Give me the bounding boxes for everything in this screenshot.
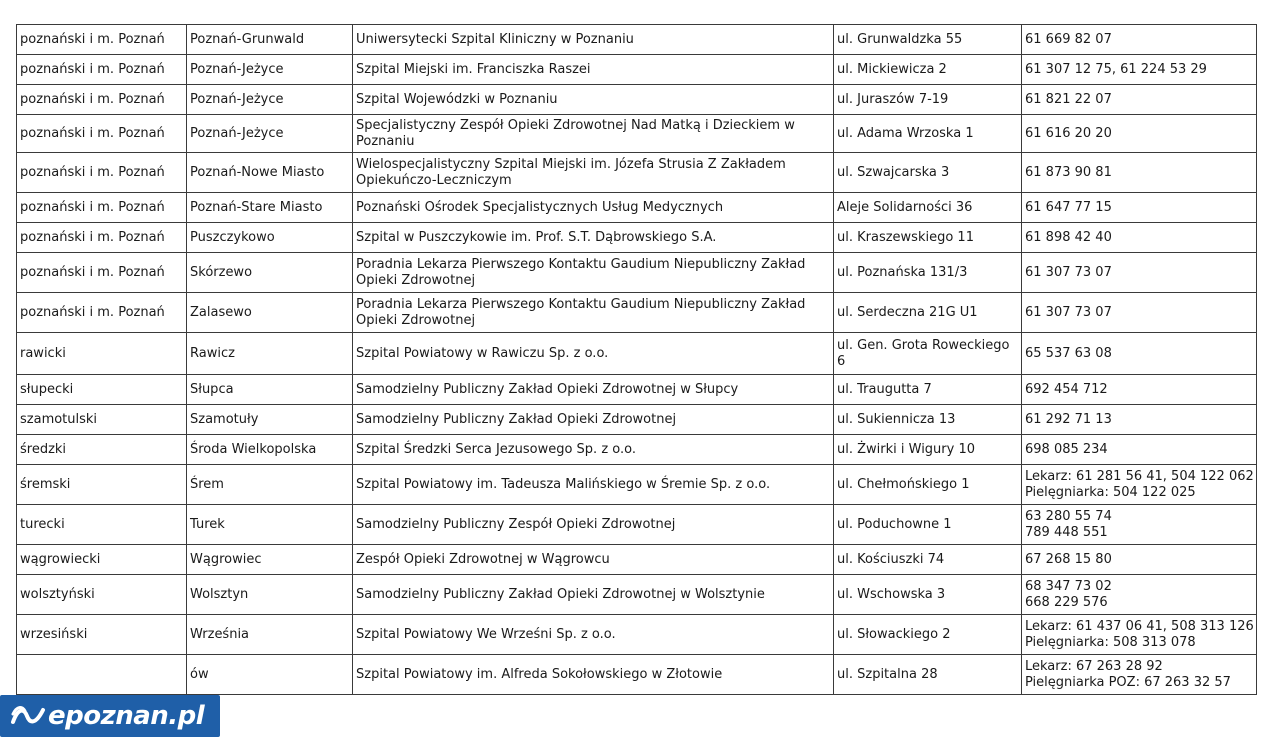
cell-facility [353,405,834,435]
phone-line-secondary: 668 229 576 [1025,594,1108,610]
address-text: ul. Kraszewskiego 11 [837,229,974,245]
cell-address [834,293,1022,333]
town-text: Poznań-Nowe Miasto [190,164,325,180]
table-row [17,293,1257,333]
phone-text: 61 292 71 13 [1025,411,1112,427]
cell-address [834,465,1022,505]
table-row [17,85,1257,115]
phone-text: 61 873 90 81 [1025,164,1112,180]
county-text: poznański i m. Poznań [20,304,165,320]
cell-facility [353,253,834,293]
cell-address [834,405,1022,435]
cell-town [187,193,353,223]
table-row [17,253,1257,293]
town-text: ów [190,666,209,682]
hospital-table [16,24,1257,695]
town-text: Słupca [190,381,234,397]
facility-text: Samodzielny Publiczny Zakład Opieki Zdrowotnej [356,411,677,427]
cell-town [187,505,353,545]
cell-county [17,193,187,223]
facility-text: Wielospecjalistyczny Szpital Miejski im. Józefa Strusia Z Zakładem Opiekuńczo-Leczniczym [356,156,786,188]
phone-text: 61 616 20 20 [1025,125,1112,141]
cell-town [187,253,353,293]
county-text: poznański i m. Poznań [20,264,165,280]
town-text: Turek [190,516,225,532]
cell-facility [353,575,834,615]
phone-text: 698 085 234 [1025,441,1108,457]
town-text: Poznań-Jeżyce [190,91,284,107]
town-text: Wągrowiec [190,551,262,567]
phone-text: 692 454 712 [1025,381,1108,397]
wave-logo-icon [10,702,46,730]
facility-text: Uniwersytecki Szpital Kliniczny w Poznaniu [356,31,634,47]
address-text: ul. Adama Wrzoska 1 [837,125,974,141]
cell-facility [353,545,834,575]
town-text: Poznań-Jeżyce [190,125,284,141]
cell-county [17,405,187,435]
address-text: ul. Mickiewicza 2 [837,61,947,77]
cell-address [834,253,1022,293]
town-text: Poznań-Jeżyce [190,61,284,77]
town-text: Skórzewo [190,264,253,280]
county-text: turecki [20,516,65,532]
cell-facility [353,615,834,655]
phone-line: 63 280 55 74 [1025,508,1112,524]
cell-county [17,115,187,153]
cell-town [187,85,353,115]
cell-phone [1022,505,1257,545]
cell-address [834,153,1022,193]
cell-address [834,193,1022,223]
cell-facility [353,435,834,465]
cell-county [17,375,187,405]
phone-line: 68 347 73 02 [1025,578,1112,594]
address-text: ul. Gen. Grota Roweckiego 6 [837,337,1010,369]
cell-facility [353,55,834,85]
town-text: Szamotuły [190,411,259,427]
facility-text: Zespół Opieki Zdrowotnej w Wągrowcu [356,551,610,567]
cell-town [187,375,353,405]
cell-county [17,25,187,55]
cell-facility [353,85,834,115]
cell-town [187,435,353,465]
cell-county [17,85,187,115]
phone-line-secondary: Pielęgniarka: 504 122 025 [1025,484,1196,500]
table-body [17,25,1257,695]
county-text: śremski [20,476,71,492]
town-text: Zalasewo [190,304,252,320]
cell-address [834,333,1022,375]
phone-text: 67 268 15 80 [1025,551,1112,567]
cell-phone [1022,615,1257,655]
table-row [17,405,1257,435]
cell-facility [353,293,834,333]
phone-line-secondary: Pielęgniarka: 508 313 078 [1025,634,1196,650]
cell-town [187,25,353,55]
cell-town [187,55,353,85]
address-text: Aleje Solidarności 36 [837,199,973,215]
facility-text: Szpital Wojewódzki w Poznaniu [356,91,558,107]
cell-phone [1022,25,1257,55]
facility-text: Poznański Ośrodek Specjalistycznych Usług Medycznych [356,199,724,215]
cell-town [187,293,353,333]
county-text: słupecki [20,381,74,397]
cell-county [17,55,187,85]
cell-county [17,615,187,655]
table-row [17,55,1257,85]
table-row [17,615,1257,655]
cell-address [834,55,1022,85]
facility-text: Poradnia Lekarza Pierwszego Kontaktu Gaudium Niepubliczny Zakład Opieki Zdrowotnej [356,256,806,288]
cell-facility [353,25,834,55]
table-row [17,545,1257,575]
cell-facility [353,505,834,545]
table-row [17,25,1257,55]
phone-line: Lekarz: 61 437 06 41, 508 313 126 [1025,618,1254,634]
epoznan-logo[interactable] [0,695,220,737]
cell-phone [1022,545,1257,575]
cell-phone [1022,85,1257,115]
cell-county [17,253,187,293]
cell-phone [1022,55,1257,85]
town-text: Wolsztyn [190,586,249,602]
county-text: poznański i m. Poznań [20,164,165,180]
county-text: poznański i m. Poznań [20,91,165,107]
county-text: rawicki [20,345,66,361]
address-text: ul. Żwirki i Wigury 10 [837,441,976,457]
cell-address [834,575,1022,615]
cell-town [187,115,353,153]
cell-facility [353,223,834,253]
facility-text: Samodzielny Publiczny Zespół Opieki Zdrowotnej [356,516,676,532]
phone-text: 61 669 82 07 [1025,31,1112,47]
table-row [17,223,1257,253]
cell-county [17,545,187,575]
facility-text: Samodzielny Publiczny Zakład Opieki Zdrowotnej w Słupcy [356,381,739,397]
cell-facility [353,333,834,375]
address-text: ul. Szpitalna 28 [837,666,938,682]
county-text: średzki [20,441,67,457]
cell-town [187,615,353,655]
cell-facility [353,375,834,405]
cell-address [834,25,1022,55]
town-text: Września [190,626,250,642]
address-text: ul. Grunwaldzka 55 [837,31,963,47]
town-text: Rawicz [190,345,235,361]
cell-phone [1022,435,1257,465]
facility-text: Samodzielny Publiczny Zakład Opieki Zdrowotnej w Wolsztynie [356,586,765,602]
town-text: Poznań-Grunwald [190,31,305,47]
cell-facility [353,153,834,193]
address-text: ul. Szwajcarska 3 [837,164,950,180]
cell-phone [1022,115,1257,153]
cell-address [834,615,1022,655]
cell-county [17,505,187,545]
phone-text: 61 821 22 07 [1025,91,1112,107]
cell-phone [1022,405,1257,435]
cell-phone [1022,375,1257,405]
cell-town [187,575,353,615]
town-text: Puszczykowo [190,229,275,245]
cell-address [834,435,1022,465]
table-row [17,115,1257,153]
table-row [17,375,1257,405]
cell-town [187,405,353,435]
cell-address [834,375,1022,405]
facility-text: Szpital w Puszczykowie im. Prof. S.T. Dąbrowskiego S.A. [356,229,717,245]
county-text: poznański i m. Poznań [20,125,165,141]
address-text: ul. Serdeczna 21G U1 [837,304,978,320]
logo-text: epoznan.pl [48,701,205,731]
county-text: szamotulski [20,411,98,427]
cell-town [187,153,353,193]
cell-town [187,223,353,253]
cell-county [17,465,187,505]
cell-county [17,293,187,333]
town-text: Śrem [190,476,224,492]
cell-phone [1022,293,1257,333]
county-text: wolsztyński [20,586,95,602]
county-text: poznański i m. Poznań [20,199,165,215]
table-row [17,333,1257,375]
cell-county [17,333,187,375]
phone-text: 61 647 77 15 [1025,199,1112,215]
address-text: ul. Wschowska 3 [837,586,946,602]
phone-text: 61 307 73 07 [1025,304,1112,320]
address-text: ul. Słowackiego 2 [837,626,951,642]
table-row [17,575,1257,615]
cell-facility [353,465,834,505]
facility-text: Specjalistyczny Zespół Opieki Zdrowotnej Nad Matką i Dzieckiem w Poznaniu [356,117,795,149]
cell-county [17,435,187,465]
address-text: ul. Traugutta 7 [837,381,932,397]
table-row [17,465,1257,505]
phone-text: 65 537 63 08 [1025,345,1112,361]
cell-facility [353,193,834,223]
facility-text: Szpital Powiatowy im. Alfreda Sokołowskiego w Złotowie [356,666,723,682]
cell-county [17,575,187,615]
address-text: ul. Poduchowne 1 [837,516,952,532]
cell-town [187,333,353,375]
cell-phone [1022,193,1257,223]
county-text: wrzesiński [20,626,88,642]
cell-address [834,223,1022,253]
cell-phone [1022,655,1257,695]
cell-town [187,655,353,695]
cell-county [17,153,187,193]
phone-text: 61 307 12 75, 61 224 53 29 [1025,61,1207,77]
phone-line-secondary: Pielęgniarka POZ: 67 263 32 57 [1025,674,1231,690]
cell-town [187,465,353,505]
address-text: ul. Kościuszki 74 [837,551,945,567]
cell-county [17,223,187,253]
cell-address [834,85,1022,115]
table-row [17,505,1257,545]
table-row [17,193,1257,223]
table-row [17,153,1257,193]
cell-address [834,545,1022,575]
phone-line: Lekarz: 61 281 56 41, 504 122 062 [1025,468,1254,484]
town-text: Poznań-Stare Miasto [190,199,323,215]
table-row [17,435,1257,465]
facility-text: Szpital Powiatowy im. Tadeusza Malińskiego w Śremie Sp. z o.o. [356,476,771,492]
facility-text: Szpital Miejski im. Franciszka Raszei [356,61,591,77]
phone-line-secondary: 789 448 551 [1025,524,1108,540]
cell-address [834,655,1022,695]
table-row [17,655,1257,695]
phone-text: 61 898 42 40 [1025,229,1112,245]
cell-facility [353,655,834,695]
town-text: Środa Wielkopolska [190,441,317,457]
facility-text: Poradnia Lekarza Pierwszego Kontaktu Gaudium Niepubliczny Zakład Opieki Zdrowotnej [356,296,806,328]
cell-phone [1022,223,1257,253]
cell-address [834,115,1022,153]
cell-address [834,505,1022,545]
county-text: poznański i m. Poznań [20,229,165,245]
address-text: ul. Chełmońskiego 1 [837,476,970,492]
facility-text: Szpital Powiatowy We Wrześni Sp. z o.o. [356,626,616,642]
cell-county [17,655,187,695]
cell-phone [1022,333,1257,375]
phone-line: Lekarz: 67 263 28 92 [1025,658,1163,674]
address-text: ul. Sukiennicza 13 [837,411,956,427]
county-text: poznański i m. Poznań [20,61,165,77]
county-text: poznański i m. Poznań [20,31,165,47]
cell-phone [1022,575,1257,615]
address-text: ul. Juraszów 7-19 [837,91,949,107]
cell-phone [1022,153,1257,193]
cell-phone [1022,465,1257,505]
facility-text: Szpital Powiatowy w Rawiczu Sp. z o.o. [356,345,609,361]
cell-facility [353,115,834,153]
cell-phone [1022,253,1257,293]
cell-town [187,545,353,575]
address-text: ul. Poznańska 131/3 [837,264,968,280]
county-text: wągrowiecki [20,551,101,567]
facility-text: Szpital Średzki Serca Jezusowego Sp. z o.o. [356,441,636,457]
phone-text: 61 307 73 07 [1025,264,1112,280]
